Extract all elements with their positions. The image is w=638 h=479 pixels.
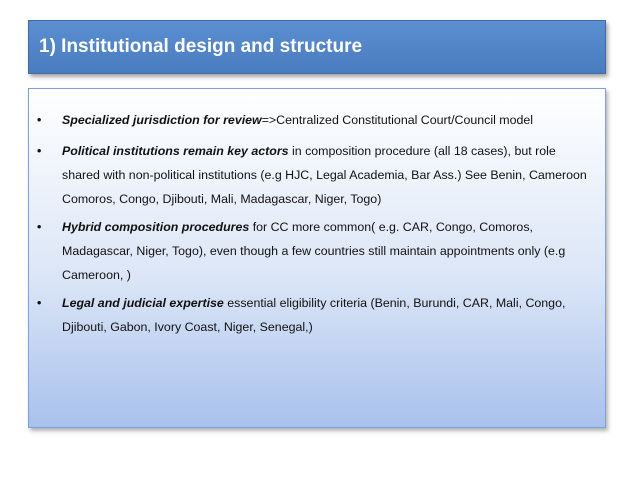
bullet-marker: • xyxy=(37,143,42,158)
bullet-item-jurisdiction xyxy=(37,113,597,128)
bullet-text: for CC more common( e.g. CAR, Congo, Comoros, Madagascar, Niger, Togo), even though a few countries still maintain appointments only (e.g Cameroon, ) xyxy=(62,219,566,282)
bullet-marker: • xyxy=(37,295,42,310)
bullet-marker: • xyxy=(37,219,42,234)
bullet-emphasis: Specialized jurisdiction for review xyxy=(62,113,262,127)
bullet-text: essential eligibility criteria (Benin, Burundi, CAR, Mali, Congo, Djibouti, Gabon, Ivory Coast, Niger, Senegal,) xyxy=(62,295,566,334)
slide-content-box xyxy=(28,88,606,428)
bullet-item-political-institutions xyxy=(37,139,597,211)
bullet-list xyxy=(37,113,597,343)
bullet-text: =>Centralized Constitutional Court/Council model xyxy=(261,113,534,127)
bullet-emphasis: Legal and judicial expertise xyxy=(62,295,224,310)
bullet-text: in composition procedure (all 18 cases), but role shared with non-political institutions (e.g HJC, Legal Academia, Bar Ass.) See Benin, Cameroon Comoros, Congo, Djibouti, Mali, Madagascar, Niger, Togo) xyxy=(62,143,587,206)
bullet-item-legal-expertise xyxy=(37,291,597,339)
bullet-item-hybrid-composition xyxy=(37,215,597,287)
slide-title-bar xyxy=(28,20,606,74)
bullet-emphasis: Political institutions remain key actors xyxy=(62,143,289,158)
slide-title: 1) Institutional design and structure xyxy=(39,36,363,57)
bullet-emphasis: Hybrid composition procedures xyxy=(62,219,250,234)
bullet-marker: • xyxy=(37,113,42,127)
